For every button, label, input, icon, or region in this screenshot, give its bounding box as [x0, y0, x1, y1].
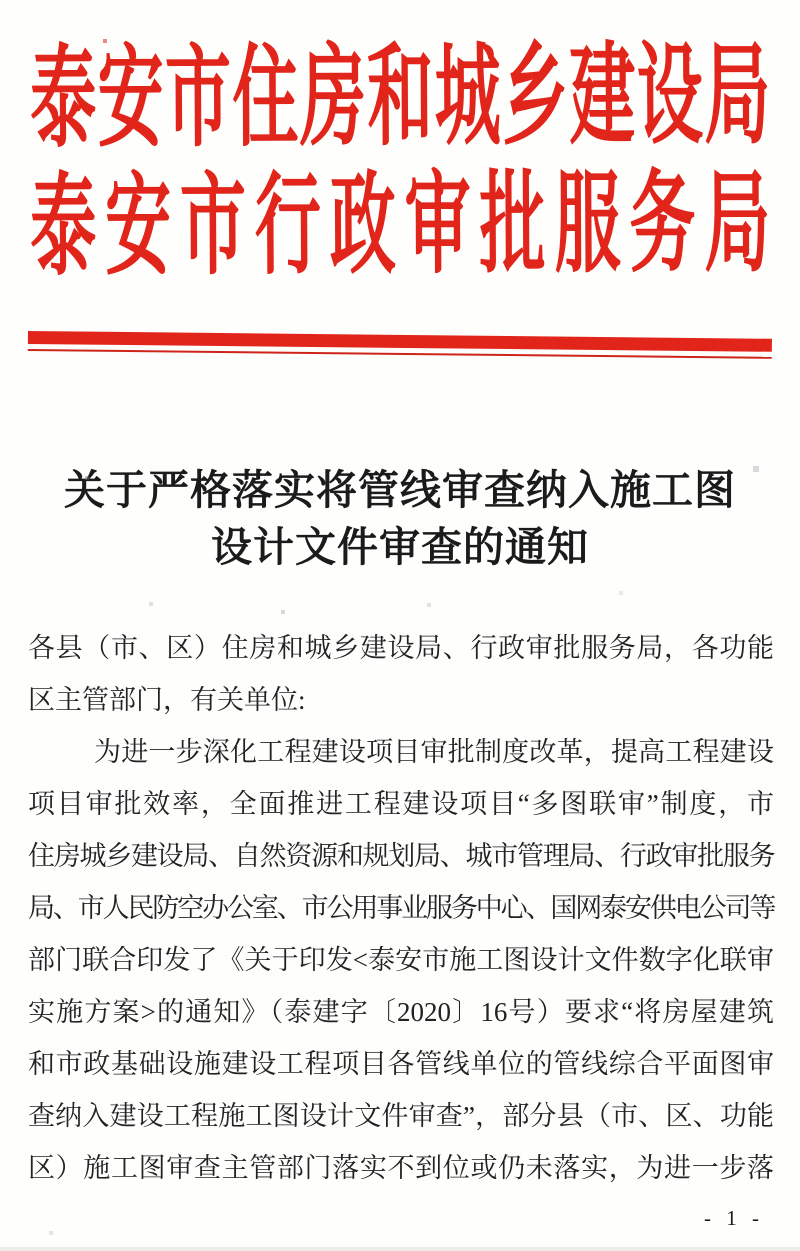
body-line-5: 住房城乡建设局、自然资源和规划局、城市管理局、行政审批服务: [28, 841, 774, 871]
body-line-9: 和市政基础设施建设工程项目各管线单位的管线综合平面图审: [28, 1049, 774, 1079]
body-line-2: 区主管部门，有关单位:: [28, 685, 306, 715]
body-line-4: 项目审批效率，全面推进工程建设项目“多图联审”制度，市: [28, 789, 774, 819]
red-divider-thick-rule: [28, 331, 772, 352]
document-title-line-1: 关于严格落实将管线审查纳入施工图: [64, 467, 736, 513]
red-divider: [28, 331, 772, 359]
letterhead-line-1: 泰安市住房和城乡建设局: [29, 35, 771, 162]
body-line-3: 为进一步深化工程建设项目审批制度改革，提高工程建设: [94, 737, 774, 767]
page-number: - 1 -: [704, 1206, 764, 1230]
body-line-8: 实施方案>的通知》（泰建字〔2020〕16号）要求“将房屋建筑: [28, 997, 774, 1027]
body-line-1: 各县（市、区）住房和城乡建设局、行政审批服务局，各功能: [28, 633, 774, 663]
letterhead-line-2: 泰安市行政审批服务局: [29, 163, 771, 290]
body-line-6: 局、市人民防空办公室、市公用事业服务中心、国网泰安供电公司等: [28, 893, 774, 923]
document-body: [28, 622, 774, 1194]
body-line-10: 查纳入建设工程施工图设计文件审查”，部分县（市、区、功能: [28, 1101, 774, 1131]
body-line-11: 区）施工图审查主管部门落实不到位或仍未落实，为进一步落: [28, 1153, 774, 1183]
scan-noise-specks: [0, 0, 2, 2]
scan-bottom-edge: [0, 1247, 800, 1251]
document-title-line-2: 设计文件审查的通知: [211, 524, 589, 570]
body-line-7: 部门联合印发了《关于印发<泰安市施工图设计文件数字化联审: [28, 945, 774, 975]
document-title: [0, 462, 800, 576]
